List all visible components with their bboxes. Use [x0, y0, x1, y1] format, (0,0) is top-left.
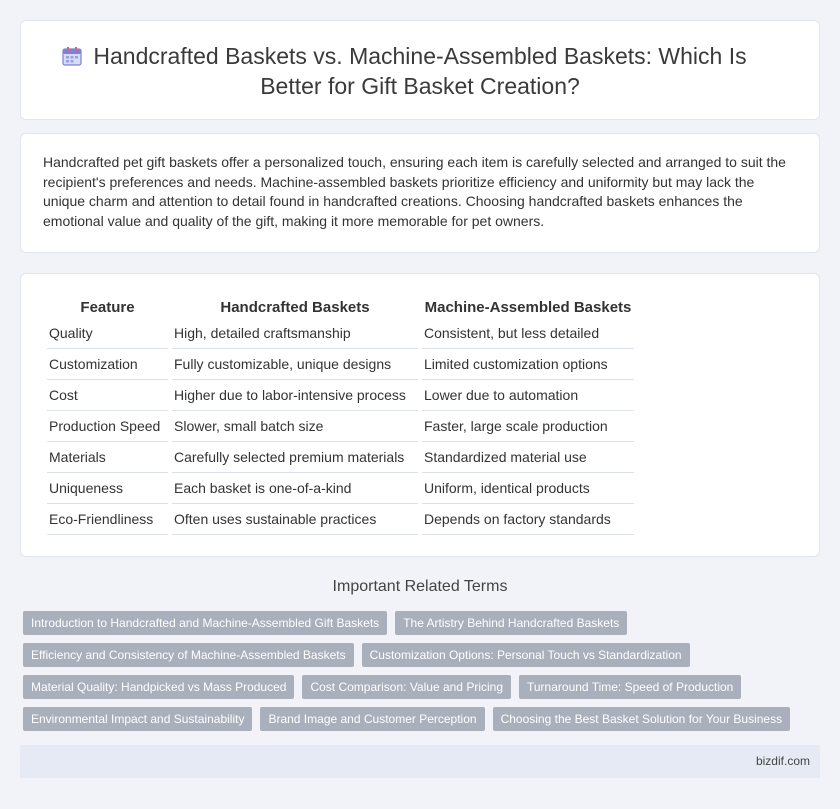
- related-term-tag[interactable]: Material Quality: Handpicked vs Mass Produced: [23, 675, 294, 699]
- related-terms-list: [23, 611, 813, 739]
- table-row: [47, 318, 634, 349]
- handcrafted-cell: Fully customizable, unique designs: [172, 349, 418, 380]
- feature-cell: Quality: [47, 318, 168, 349]
- machine-cell: Standardized material use: [422, 442, 634, 473]
- handcrafted-cell: High, detailed craftsmanship: [172, 318, 418, 349]
- intro-paragraph: Handcrafted pet gift baskets offer a personalized touch, ensuring each item is carefully selected and arranged to suit the recipient's preferences and needs. Machine-assembled baskets prioritize efficiency and uniformity but may lack the unique charm and attention to detail found in handcrafted creations. Choosing handcrafted baskets enhances the emotional value and quality of the gift, making it more memorable for pet owners.: [43, 154, 786, 229]
- feature-cell: Production Speed: [47, 411, 168, 442]
- machine-cell: Faster, large scale production: [422, 411, 634, 442]
- footer-bar: [20, 745, 820, 778]
- feature-cell: Materials: [47, 442, 168, 473]
- related-term-tag[interactable]: Choosing the Best Basket Solution for Your Business: [493, 707, 791, 731]
- machine-cell: Consistent, but less detailed: [422, 318, 634, 349]
- title-wrap: [21, 41, 819, 101]
- intro-card: [20, 133, 820, 253]
- related-term-tag[interactable]: Brand Image and Customer Perception: [260, 707, 484, 731]
- comparison-table: [43, 296, 638, 535]
- feature-cell: Eco-Friendliness: [47, 504, 168, 535]
- column-header-machine: Machine-Assembled Baskets: [424, 298, 632, 316]
- related-term-tag[interactable]: Environmental Impact and Sustainability: [23, 707, 252, 731]
- tag-row: [23, 675, 813, 699]
- handcrafted-cell: Often uses sustainable practices: [172, 504, 418, 535]
- related-term-tag[interactable]: Customization Options: Personal Touch vs Standardization: [362, 643, 690, 667]
- feature-cell: Uniqueness: [47, 473, 168, 504]
- header-card: [20, 20, 820, 120]
- handcrafted-cell: Carefully selected premium materials: [172, 442, 418, 473]
- table-row: [47, 442, 634, 473]
- machine-cell: Limited customization options: [422, 349, 634, 380]
- related-term-tag[interactable]: Turnaround Time: Speed of Production: [519, 675, 741, 699]
- related-term-tag[interactable]: Introduction to Handcrafted and Machine-Assembled Gift Baskets: [23, 611, 387, 635]
- feature-cell: Cost: [47, 380, 168, 411]
- related-term-tag[interactable]: Efficiency and Consistency of Machine-Assembled Baskets: [23, 643, 354, 667]
- related-term-tag[interactable]: Cost Comparison: Value and Pricing: [302, 675, 511, 699]
- column-header-handcrafted: Handcrafted Baskets: [220, 298, 370, 316]
- handcrafted-cell: Each basket is one-of-a-kind: [172, 473, 418, 504]
- column-header-feature: Feature: [80, 298, 135, 316]
- page-title: Handcrafted Baskets vs. Machine-Assembled Baskets: Which Is Better for Gift Basket Creation?: [93, 43, 747, 99]
- table-row: [47, 380, 634, 411]
- table-row: [47, 473, 634, 504]
- machine-cell: Uniform, identical products: [422, 473, 634, 504]
- comparison-card: [20, 273, 820, 557]
- related-term-tag[interactable]: The Artistry Behind Handcrafted Baskets: [395, 611, 627, 635]
- handcrafted-cell: Higher due to labor-intensive process: [172, 380, 418, 411]
- related-terms-heading: Important Related Terms: [332, 578, 508, 595]
- tag-row: [23, 707, 813, 731]
- handcrafted-cell: Slower, small batch size: [172, 411, 418, 442]
- table-row: [47, 504, 634, 535]
- tag-row: [23, 643, 813, 667]
- site-link[interactable]: bizdif.com: [755, 754, 810, 768]
- tag-row: [23, 611, 813, 635]
- machine-cell: Depends on factory standards: [422, 504, 634, 535]
- machine-cell: Lower due to automation: [422, 380, 634, 411]
- feature-cell: Customization: [47, 349, 168, 380]
- table-row: [47, 411, 634, 442]
- table-header-row: [47, 296, 634, 318]
- calendar-icon: [61, 45, 83, 67]
- table-row: [47, 349, 634, 380]
